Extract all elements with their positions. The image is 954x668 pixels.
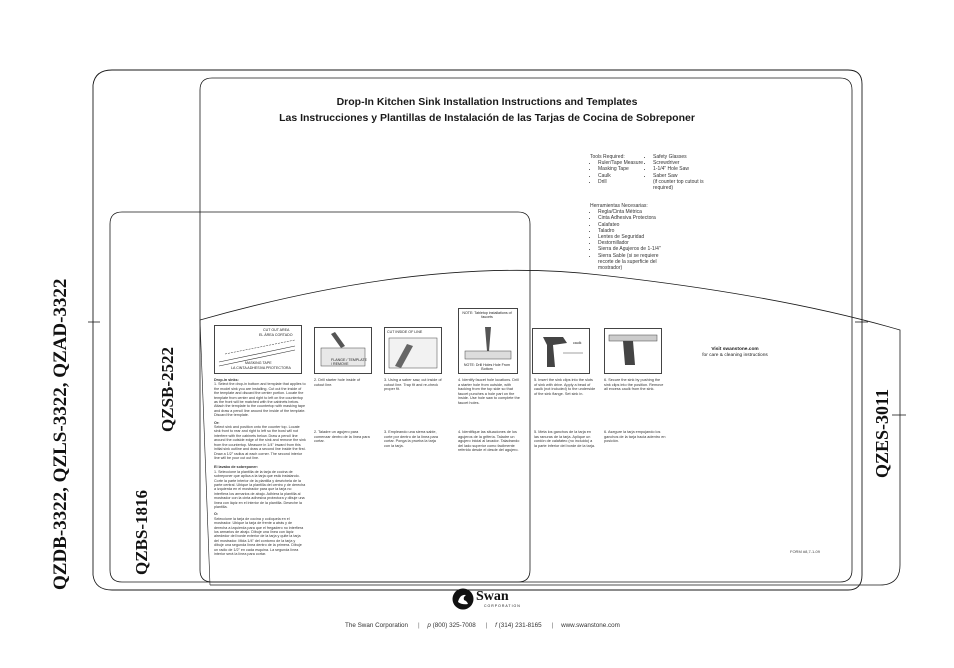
drop-in-heading: Drop-in sinks: — [214, 378, 239, 382]
step-4-illustration — [458, 308, 518, 374]
tool-item: • Screwdriver — [653, 160, 705, 166]
step-2-illustration — [314, 327, 372, 374]
tool-item: • Saber Saw — [653, 173, 705, 179]
tool-item: • 1-1/4" Hole Saw — [653, 166, 705, 172]
drop-in-es-heading: El lavabo de sobreponer: — [214, 465, 259, 470]
herramienta-item: • Cinta Adhesiva Protectora — [598, 215, 670, 221]
herramientas-list — [590, 209, 670, 271]
herramienta-item: • Lentes de Seguridad — [598, 234, 670, 240]
drop-in-or: Or: — [214, 420, 220, 425]
care-line-2: for care & cleaning instructions — [702, 353, 768, 358]
step-4-note-a: NOTE: Tabletop installations of faucets — [462, 311, 512, 320]
step-5-label: caulk — [573, 341, 582, 345]
secure-clip-diagram — [605, 329, 661, 373]
footer-phone-label: p — [427, 622, 431, 629]
care-note — [680, 347, 790, 359]
step-4-note-b: NOTE: Drill Holes Hole From Bottom — [463, 363, 511, 372]
step-6-illustration — [604, 328, 662, 374]
footer-phone: (800) 325-7008 — [432, 622, 476, 629]
drop-in-p1: 1. Select the drop-in bottom and template that applies to the model sink you are installing. Cut out the inside of the template and discard the center portion. Locate the template from center and right to left on the countertop as the front will be matched with the cabinets below. Attach the template to the countertop with masking tape and draw a pencil line around the inside of the template. Discard the template. — [214, 382, 306, 418]
care-line-1: Visit swanstone.com — [711, 347, 759, 352]
step-6-text-es: 6. Asegure la tarja empujando los ganchos de la tarja hacia adentro en posición. — [604, 430, 666, 444]
tools-list-2 — [645, 154, 705, 179]
footer-fax-label: f — [495, 622, 497, 629]
brand-logo — [452, 588, 521, 610]
step-1-label-c: MASKING TAPE — [245, 361, 272, 365]
step-6-text-en: 6. Secure the sink by pushing the sink clips into the position. Remove all excess caulk from the sink. — [604, 378, 664, 392]
brand-sub: CORPORATION — [484, 604, 521, 608]
footer-fax: (314) 231-8165 — [498, 622, 542, 629]
tool-item: • Drill — [598, 179, 656, 185]
step-4-text-es: 4. Identifique las situaciones de los agujeros de la grifería. Taladre un agujero inicial al lavador. Taladrando del lado superior como facilmente referido desde el desde del agujero. — [458, 430, 520, 453]
herramienta-item: • Sierra Sable (si se requiere recorte de la superficie del mostrador) — [598, 253, 670, 272]
herramienta-item: • Calafateo — [598, 222, 670, 228]
herramienta-item: • Taladro — [598, 228, 670, 234]
model-label-3322: QZDB-3322, QZLS-3322, QZAD-3322 — [50, 278, 71, 590]
step-4-text-en: 4. Identify faucet hole locations. Drill a starter hole from outside, with backing from the top side so that faucet punches a hole part on the inside. Use hole saw to complete the faucet holes. — [458, 378, 520, 405]
sink-clip-diagram — [533, 329, 589, 373]
drop-in-es-p1: 1. Seleccione la plantilla de la tarja de cocina de sobreponer que aplica a la tarja que está instalando. Corte la parte interior de la plantilla y deséchela de la parte central. Ubique la plantilla del centro y de derecha a izquierda en el mostrador para que la tarja no interfiera los armarios de abajo. Adhiera la plantilla al mostrador con la cinta adhesiva protectora y dibuje una línea con lápiz en el interior de la plantilla. Deseche la plantilla. — [214, 469, 306, 509]
title-spanish: Las Instrucciones y Plantillas de Instalación de las Tarjas de Cocina de Sobreponer — [279, 112, 695, 124]
step-1-label-b: EL ÁREA CORTADO — [259, 333, 293, 337]
model-label-1816: QZBS-1816 — [132, 489, 151, 575]
step-5-illustration — [532, 328, 590, 374]
step-2-text-es: 2. Taladre un agujero para comenzar dentro de la línea para cortar. — [314, 430, 370, 444]
drop-in-es-or: O: — [214, 512, 219, 517]
drop-in-es-p1c: Seleccione la tarja de cocina y colóquela en el mostrador. Ubique la tarja de frente a atrás y de derecha a izquierda para que el fregadero no interfiera los armarios de abajo. Dibuje una línea con lápiz alrededor del borde exterior de la tarja y quite la tarja del mostrador. Mida 1/4" del contorno de la tarja y dibuje una segunda línea dentro de la primera. Dibuje un radio de 1/2" en cada esquina. La segunda línea interior será la línea para cortar. — [214, 516, 304, 557]
step-1-illustration — [214, 325, 302, 374]
footer-web[interactable]: www.swanstone.com — [561, 622, 620, 629]
step-2-label: FLANGE / TEMPLATE / REMOVE — [331, 358, 368, 367]
brand-name: Swan — [476, 589, 509, 604]
tools-note: (if counter top cutout is required) — [653, 178, 704, 192]
herramienta-item: • Regla/Cinta Métrica — [598, 209, 670, 215]
tool-item: • Masking Tape — [598, 166, 656, 172]
tools-required-col2 — [645, 154, 705, 191]
step-3-text-en: 3. Using a saber saw, cut inside of cutout line. Trap fit and re-check proper fit. — [384, 378, 442, 392]
tools-heading: Tools Required: — [590, 154, 625, 160]
saber-saw-diagram — [385, 328, 441, 373]
tool-item: • Safety Glasses — [653, 154, 705, 160]
step-2-text-en: 2. Drill starter hole inside of cutout line. — [314, 378, 361, 387]
herramientas — [590, 203, 670, 271]
drop-in-p1c: Select sink and position onto the counter top. Locate sink front to rear and right to left so the bowl will not interfere with the cabinets below. Draw a pencil line around the outside edge of the sink and remove the sink from the countertop. Measure in 1/4" inward from this initial sink outline and draw a second line inside the first. Draw a 1/2" radius at each corner. The second interior line will be your cut out line. — [214, 425, 306, 460]
footer: The Swan Corporation | p (800) 325-7008 | f (314) 231-8165 | www.swanstone.com — [345, 622, 620, 629]
model-label-2522: QZSB-2522 — [158, 346, 177, 432]
footer-company: The Swan Corporation — [345, 622, 409, 629]
drop-in-instructions — [214, 378, 306, 556]
tool-item: • Caulk — [598, 173, 656, 179]
herramientas-heading: Herramientas Necesarias: — [590, 203, 648, 209]
step-3-label: CUT INSIDE OF LINE — [387, 330, 423, 334]
step-1-label-d: LA CINTA ADHESIVA PROTECTORA — [231, 366, 291, 370]
title-english: Drop-In Kitchen Sink Installation Instructions and Templates — [336, 96, 638, 108]
step-1-label-a: CUT OUT AREA — [263, 328, 290, 332]
swan-logo-icon — [452, 588, 474, 610]
herramienta-item: • Sierra de Agujeros de 1-1/4" — [598, 246, 670, 252]
step-5-text-en: 5. Insert the sink clips into the slots of sink with drive. Apply a bead of caulk (not included) to the underside of the sink flange. Set sink in. — [534, 378, 596, 396]
form-number: FORM #8,7-1-09 — [790, 549, 821, 554]
tool-item: • Ruler/Tape Measure — [598, 160, 656, 166]
herramienta-item: • Destornillador — [598, 240, 670, 246]
model-label-3011: QZES-3011 — [872, 388, 892, 478]
step-3-illustration — [384, 327, 442, 374]
step-5-text-es: 5. Meta los ganchos de la tarja en las ranuras de la tarja. Aplique un cordón de calafateo (no incluido) a la parte inferior del borde de la tarja. — [534, 430, 595, 448]
step-3-text-es: 3. Empleando una sierra sable, corte por dentro de la línea para cortar. Ponga la prueba la tarja con la tarja. — [384, 430, 439, 448]
